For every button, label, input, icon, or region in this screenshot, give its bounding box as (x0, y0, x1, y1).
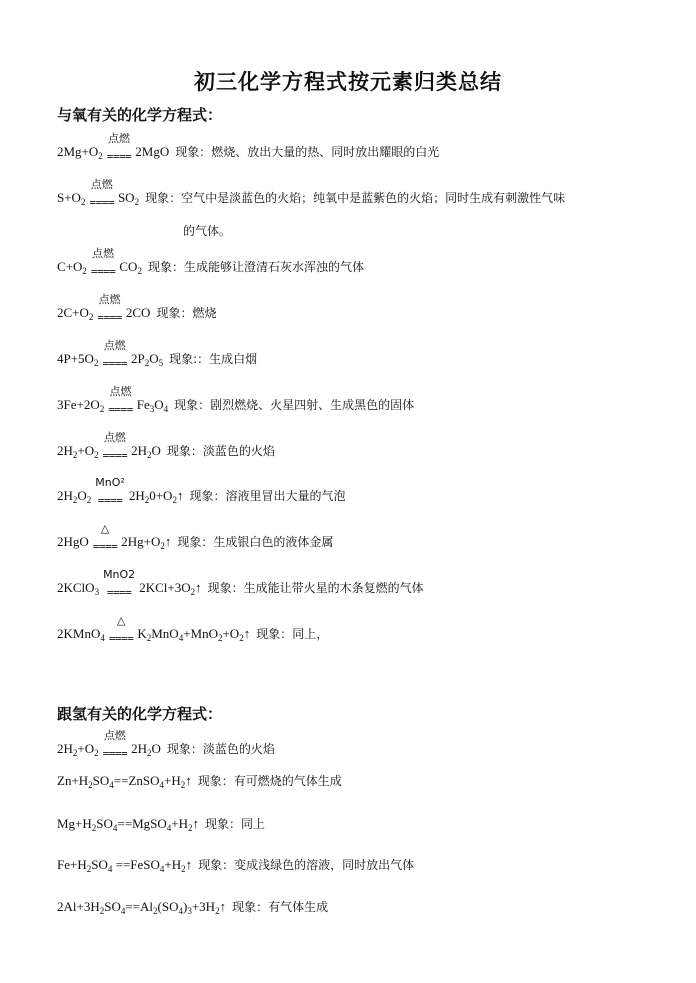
reactants: $4P+5O_2$ (57, 351, 99, 368)
reactants: 2KClO$_3$ (57, 580, 100, 597)
reaction-condition: △ ==== (108, 614, 134, 645)
equals-sign: ==== (97, 311, 122, 324)
products: $2H_20+O_2↑$ (128, 488, 184, 505)
reaction-condition: 点燃 ==== (102, 431, 128, 462)
equals-sign: ==== (102, 357, 127, 370)
observation-text: 现象：淡蓝色的火焰 (166, 742, 275, 756)
reaction-condition: 点燃 ==== (102, 729, 128, 760)
observation-text: 现象：空气中是淡蓝色的火焰；纯氧中是蓝紫色的火焰；同时生成有刺激性气味 (145, 191, 566, 205)
equals-sign: ==== (106, 586, 132, 599)
observation-text: 现象：生成能让带火星的木条复燃的气体 (207, 581, 424, 595)
equals-sign: ==== (108, 632, 134, 645)
products: $CO_2$ (119, 259, 142, 276)
reactants: $S+O_2$ (57, 190, 86, 207)
equation-row (57, 898, 328, 916)
section-heading-hydrogen: 跟氢有关的化学方程式： (57, 705, 223, 723)
reactants: $2C+O_2$ (57, 305, 94, 322)
observation-text: 现象：变成浅绿色的溶液，同时放出气体 (198, 858, 415, 872)
reactants: $2H_2O_2$ (57, 488, 92, 505)
reaction-condition: △ ==== (92, 522, 118, 553)
equation-row (57, 522, 334, 553)
observation-text: 现象：淡蓝色的火焰 (166, 444, 275, 458)
reactants: $C+O_2$ (57, 259, 87, 276)
observation-text: 现象：溶液里冒出大量的气泡 (189, 489, 346, 503)
products: $2H_2O$ (131, 443, 161, 460)
equation-row (57, 815, 265, 833)
reaction-condition: 点燃 ==== (106, 132, 132, 163)
reactants: $2H_2+O_2$ (57, 741, 99, 758)
observation-text: 现象：燃烧 (156, 306, 217, 320)
reactants: $2Al+3H_2SO_4==Al_2(SO_4)_3+3H_2↑$ (57, 899, 227, 916)
products: $K_2MnO_4+MnO_2+O_2↑$ (137, 626, 251, 643)
equals-sign: ==== (92, 540, 118, 553)
section-heading-oxygen: 与氧有关的化学方程式： (57, 106, 223, 124)
equation-row (57, 568, 424, 599)
equals-sign: ==== (102, 747, 128, 760)
observation-text: 现象：有可燃烧的气体生成 (197, 774, 342, 788)
equals-sign: ==== (90, 265, 116, 278)
equation-row (57, 247, 364, 278)
observation-text: 现象：有气体生成 (232, 900, 329, 914)
products: $SO_2$ (117, 190, 140, 207)
reactants: 2KMnO$_4$ (57, 626, 105, 643)
products: 2CO (125, 305, 151, 320)
reactants: $2Mg+O_2$ (57, 144, 103, 161)
products: $2Hg+O_2↑$ (121, 534, 172, 551)
reaction-condition: MnO2 ==== (103, 568, 136, 599)
observation-text: 现象：剧烈燃烧、火星四射、生成黑色的固体 (174, 398, 415, 412)
equals-sign: ==== (89, 196, 114, 209)
products: $2H_2O$ (131, 741, 161, 758)
equation-row (57, 772, 342, 790)
equation-row (57, 385, 415, 416)
equation-row (57, 729, 275, 760)
equation-row (57, 476, 346, 507)
reaction-condition: 点燃 ==== (89, 178, 114, 209)
reaction-condition: 点燃 ==== (90, 247, 116, 278)
reactants: $2H_2+O_2$ (57, 443, 99, 460)
reaction-condition: 点燃 ==== (108, 385, 133, 416)
reactants: $3Fe+2O_2$ (57, 397, 105, 414)
observation-text: 现象：同上 (204, 817, 265, 831)
equation-row (57, 431, 275, 462)
equation-row (57, 132, 440, 163)
equation-row (57, 178, 566, 209)
observation-text: 现象：同上， (256, 627, 329, 641)
reactants: $Fe+H_2SO_4$ $==FeSO_4+H_2↑$ (57, 857, 193, 874)
equals-sign: ==== (106, 150, 132, 163)
equation-row (57, 856, 414, 874)
observation-text: 现象:：生成白烟 (169, 352, 258, 366)
equation-row (57, 293, 217, 324)
observation-text: 现象：生成能够让澄清石灰水浑浊的气体 (147, 260, 364, 274)
equals-sign: ==== (102, 449, 128, 462)
reaction-condition: MnO² ==== (95, 476, 125, 507)
observation-text: 现象：生成银白色的液体金属 (177, 535, 334, 549)
reactants: $Mg+H_2SO_4==MgSO_4+H_2↑$ (57, 816, 199, 833)
products: $2KCl+3O_2↑$ (139, 580, 202, 597)
reactants: $Zn+H_2SO_4==ZnSO_4+H_2↑$ (57, 773, 192, 790)
page-title: 初三化学方程式按元素归类总结 (194, 69, 502, 94)
equation-row (57, 614, 329, 645)
observation-text: 现象：燃烧、放出大量的热、同时放出耀眼的白光 (175, 145, 440, 159)
products: 2MgO (135, 144, 170, 159)
reaction-condition: 点燃 ==== (102, 339, 127, 370)
reaction-condition: 点燃 ==== (97, 293, 122, 324)
equals-sign: ==== (108, 403, 133, 416)
equation-continuation: 的气体。 (183, 224, 232, 238)
equals-sign: ==== (97, 494, 123, 507)
products: $2P_2O_5$ (130, 351, 164, 368)
equation-row (57, 339, 258, 370)
products: $Fe_3O_4$ (136, 397, 169, 414)
reactants: 2HgO (57, 534, 89, 549)
